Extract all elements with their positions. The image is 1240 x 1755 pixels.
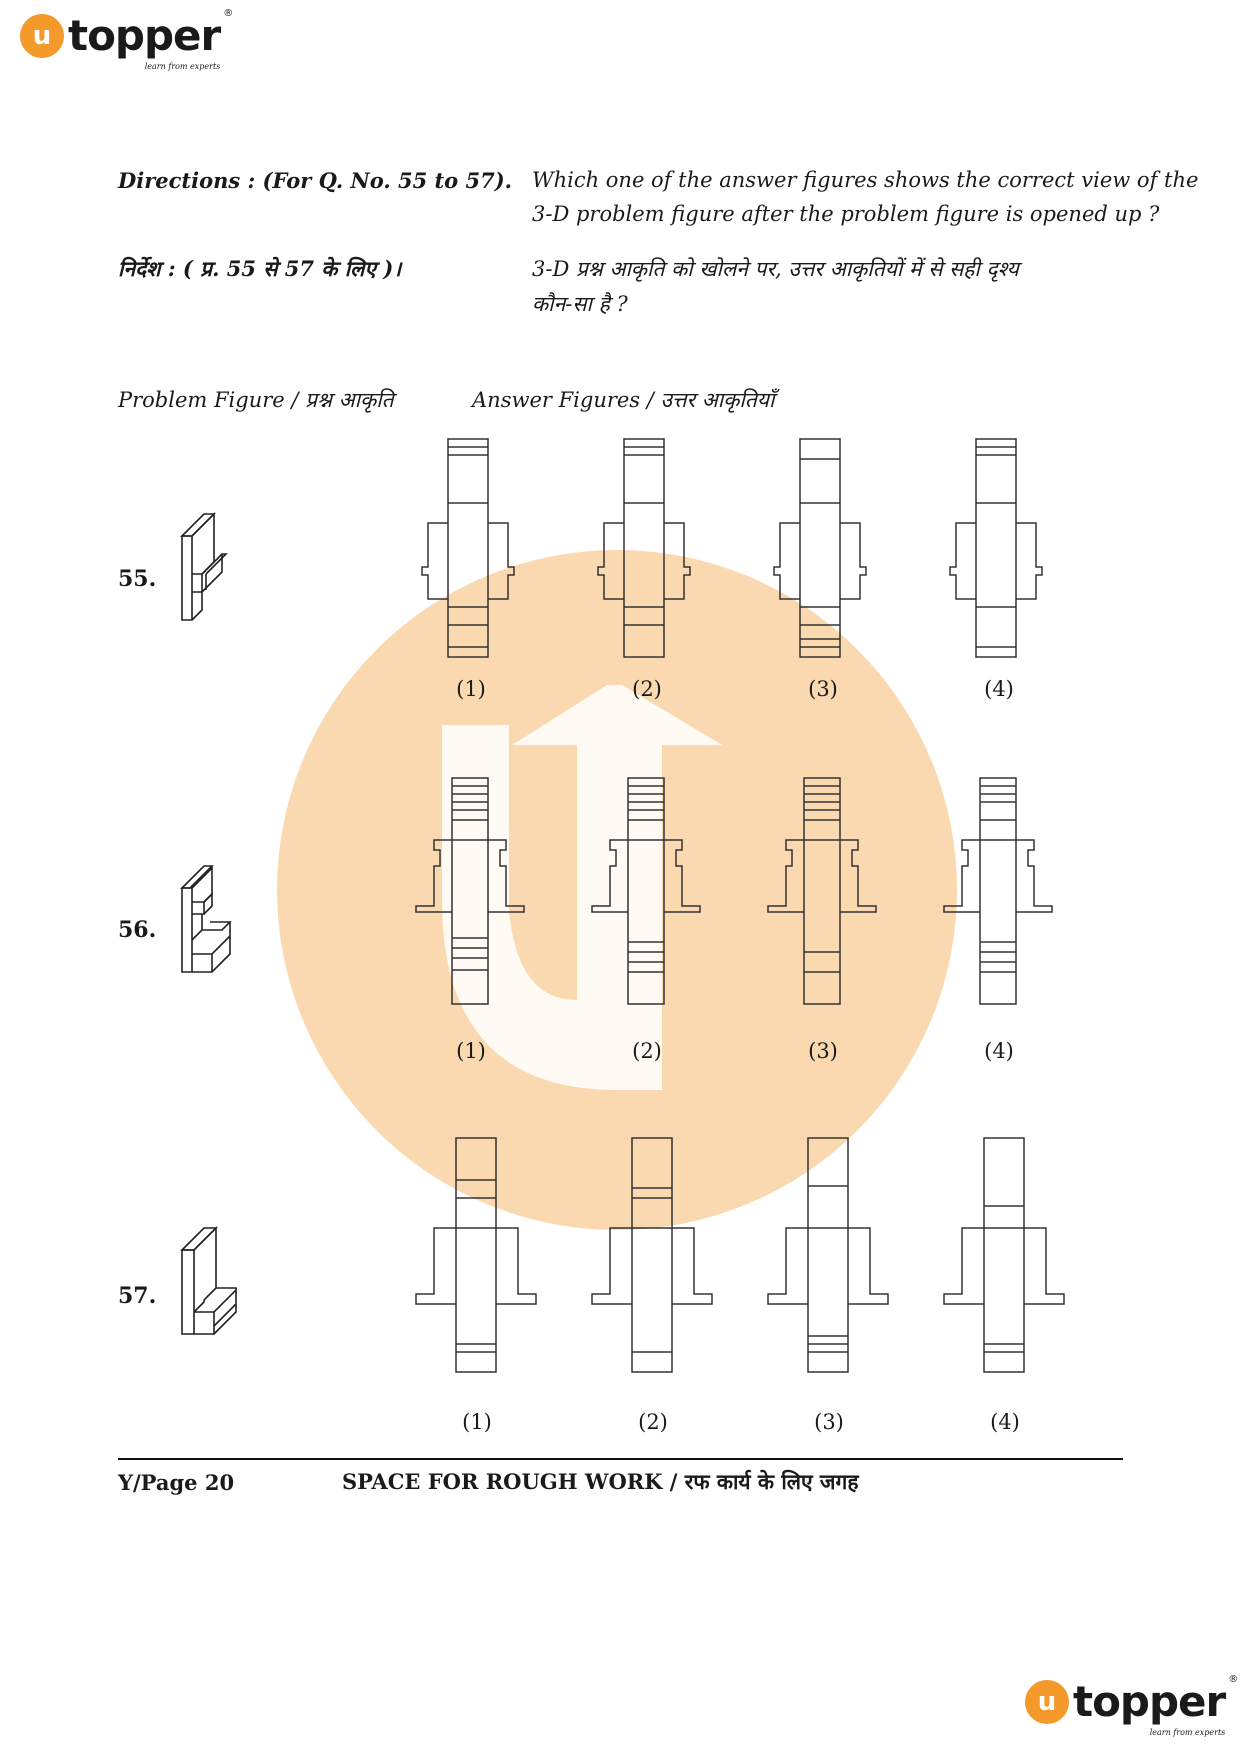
option-label-55-2: (2) <box>632 677 662 701</box>
answer-figures-header: Answer Figures / उत्तर आकृतियाँ <box>472 388 775 412</box>
question-number-55: 55. <box>118 566 157 592</box>
footer-divider <box>118 1458 1123 1460</box>
answer-figure-57-1 <box>414 1136 540 1376</box>
rough-work-note: SPACE FOR ROUGH WORK / रफ कार्य के लिए जगह <box>342 1469 859 1494</box>
option-label-56-1: (1) <box>456 1039 486 1063</box>
logo-wordmark: topper <box>68 11 221 60</box>
logo-wordmark-bottom: topper <box>1073 1677 1226 1726</box>
option-label-56-3: (3) <box>808 1039 838 1063</box>
answer-figure-55-4 <box>946 437 1052 662</box>
logo-top <box>20 8 233 71</box>
logo-mark: u <box>20 14 64 58</box>
answer-figure-57-2 <box>590 1136 716 1376</box>
logo-tagline: learn from experts <box>144 62 221 71</box>
answer-figure-56-1 <box>414 776 526 1008</box>
question-number-56: 56. <box>118 917 157 943</box>
logo-text <box>68 8 233 71</box>
problem-figure-57 <box>180 1226 240 1338</box>
problem-figure-55 <box>180 512 230 622</box>
option-label-56-2: (2) <box>632 1039 662 1063</box>
logo-reg: ® <box>223 8 233 19</box>
logo-reg-bottom: ® <box>1228 1674 1238 1685</box>
directions-text-en-1: Which one of the answer figures shows the correct view of the <box>532 168 1199 192</box>
directions-text-hi-1: 3-D प्रश्न आकृति को खोलने पर, उत्तर आकृतियों में से सही दृश्य <box>532 257 1019 281</box>
directions-label-hi: निर्देश : ( प्र. 55 से 57 के लिए )। <box>118 256 402 281</box>
question-number-57: 57. <box>118 1283 157 1309</box>
option-label-57-3: (3) <box>814 1410 844 1434</box>
answer-figure-56-4 <box>942 776 1054 1008</box>
problem-figure-header: Problem Figure / प्रश्न आकृति <box>118 388 394 412</box>
logo-bottom <box>1025 1674 1238 1737</box>
directions-label-en: Directions : (For Q. No. 55 to 57). <box>118 168 512 193</box>
option-label-55-4: (4) <box>984 677 1014 701</box>
answer-figure-57-3 <box>766 1136 892 1376</box>
answer-figure-55-3 <box>770 437 876 662</box>
answer-figure-57-4 <box>942 1136 1068 1376</box>
answer-figure-56-2 <box>590 776 702 1008</box>
directions-text-en-2: 3-D problem figure after the problem figure is opened up ? <box>532 202 1160 226</box>
option-label-57-4: (4) <box>990 1410 1020 1434</box>
page-number: Y/Page 20 <box>118 1470 235 1495</box>
option-label-57-2: (2) <box>638 1410 668 1434</box>
answer-figure-55-2 <box>594 437 700 662</box>
logo-tagline-bottom: learn from experts <box>1149 1728 1226 1737</box>
option-label-56-4: (4) <box>984 1039 1014 1063</box>
problem-figure-56 <box>180 864 236 976</box>
answer-figure-55-1 <box>418 437 524 662</box>
option-label-55-1: (1) <box>456 677 486 701</box>
directions-text-hi-2: कौन-सा है ? <box>532 292 628 316</box>
answer-figure-56-3 <box>766 776 878 1008</box>
logo-text-bottom <box>1073 1674 1238 1737</box>
option-label-57-1: (1) <box>462 1410 492 1434</box>
logo-mark-bottom: u <box>1025 1680 1069 1724</box>
option-label-55-3: (3) <box>808 677 838 701</box>
